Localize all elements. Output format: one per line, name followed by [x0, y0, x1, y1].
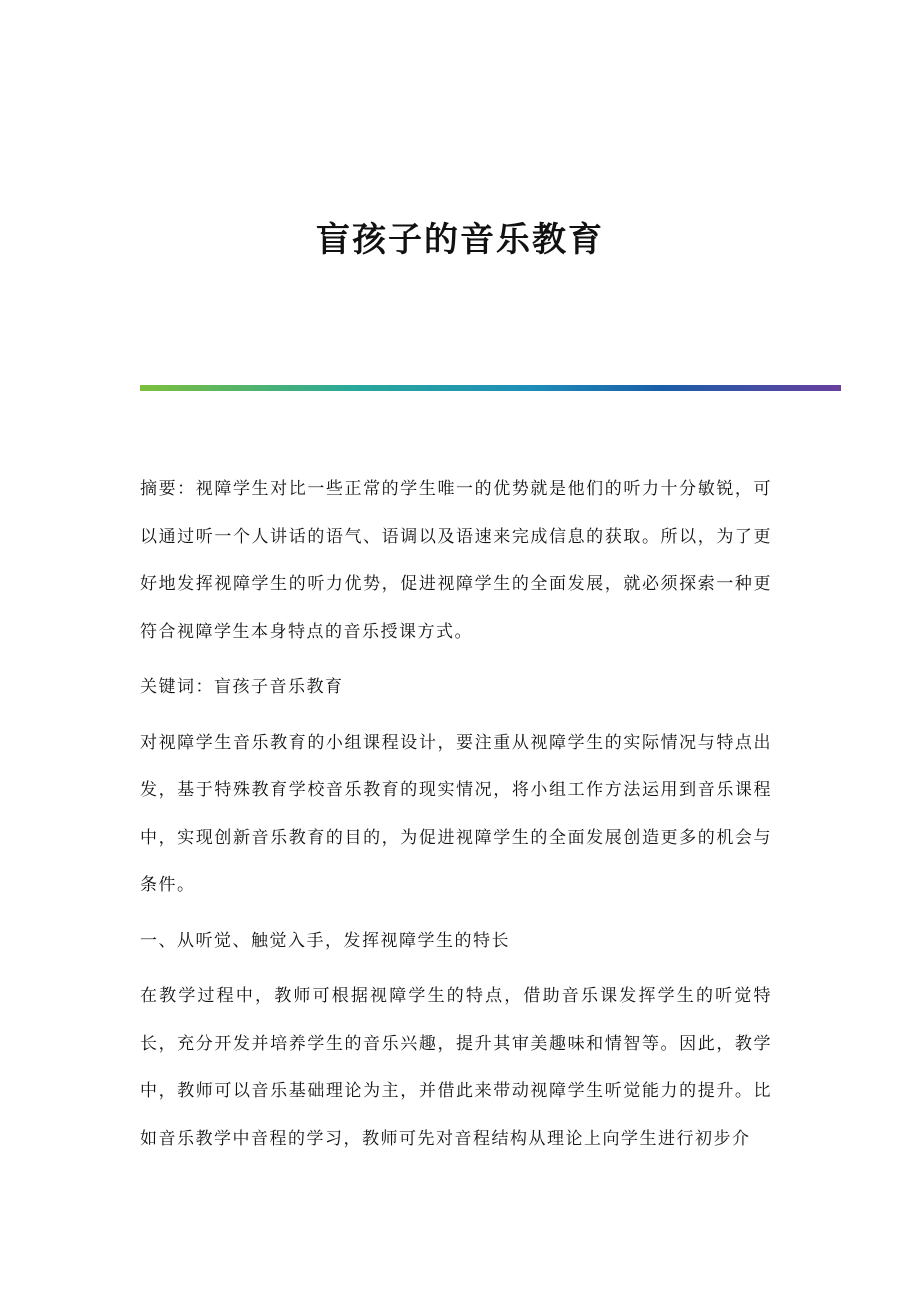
section-heading: 一、从听觉、触觉入手，发挥视障学生的特长	[140, 930, 510, 951]
body-paragraph: 在教学过程中，教师可根据视障学生的特点，借助音乐课发挥学生的听觉特长，充分开发并培养学生的音乐兴趣，提升其审美趣味和情智等。因此，教学中，教师可以音乐基础理论为主，并借此来带动视障学生听觉能力的提升。比如音乐教学中音程的学习，教师可先对音程结构从理论上向学生进行初步介	[140, 986, 772, 1149]
keywords-paragraph: 关键词：盲孩子音乐教育	[140, 677, 344, 697]
intro-paragraph: 对视障学生音乐教育的小组课程设计，要注重从视障学生的实际情况与特点出发，基于特殊教育学校音乐教育的现实情况，将小组工作方法运用到音乐课程中，实现创新音乐教育的目的，为促进视障学生的全面发展创造更多的机会与条件。	[140, 732, 772, 895]
document-body	[140, 466, 772, 1171]
title-divider	[140, 385, 841, 391]
abstract-paragraph: 摘要：视障学生对比一些正常的学生唯一的优势就是他们的听力十分敏锐，可以通过听一个人讲话的语气、语调以及语速来完成信息的获取。所以，为了更好地发挥视障学生的听力优势，促进视障学生的全面发展，就必须探索一种更符合视障学生本身特点的音乐授课方式。	[140, 479, 772, 642]
document-title: 盲孩子的音乐教育	[316, 220, 604, 260]
